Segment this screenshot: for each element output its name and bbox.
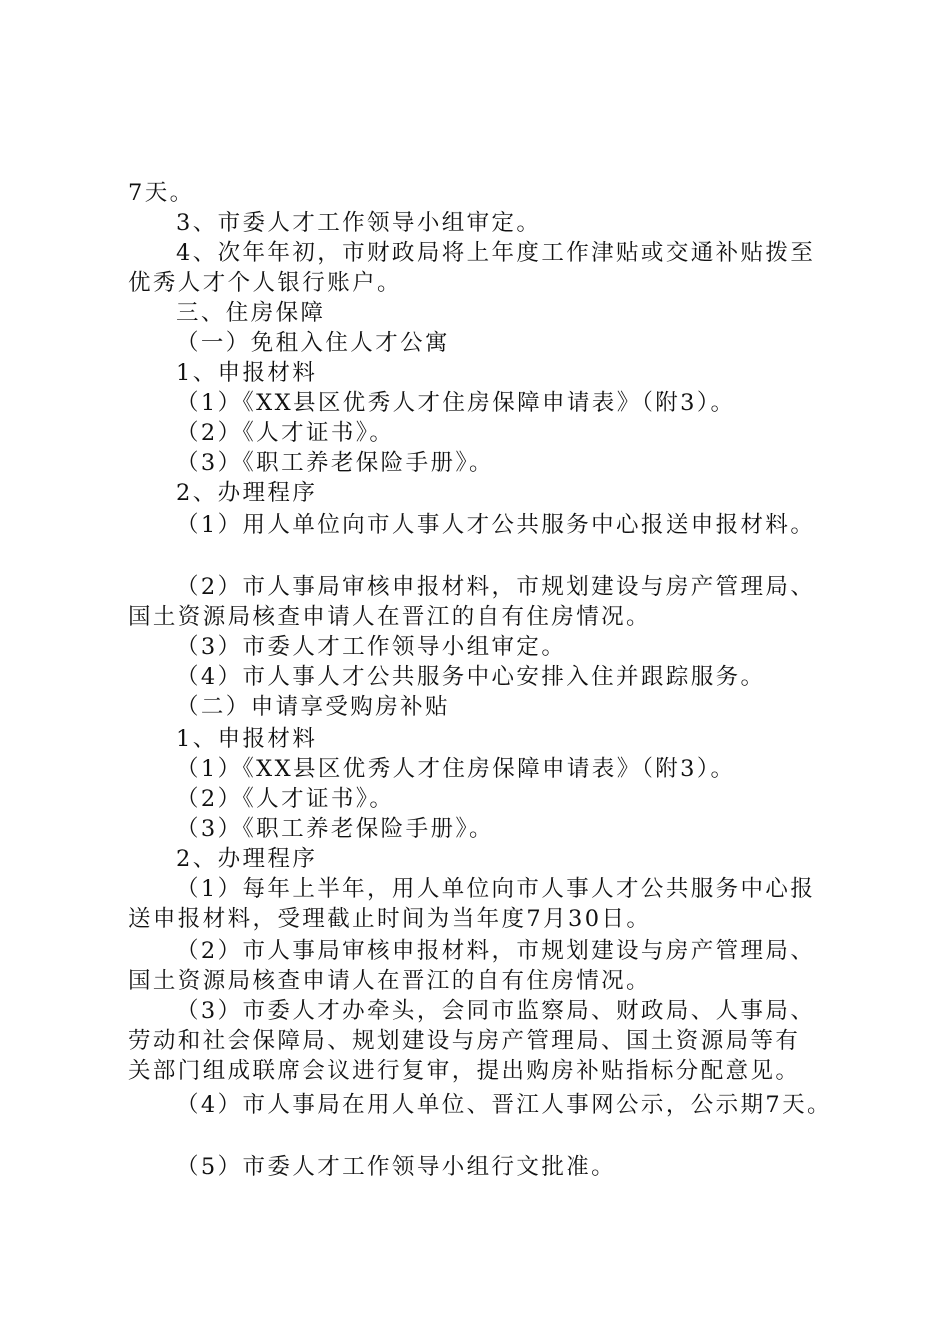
text-line: 1、申报材料 (176, 726, 318, 752)
text-line: 3、市委人才工作领导小组审定。 (176, 210, 542, 236)
text-line: （1）《XX县区优秀人才住房保障申请表》（附3）。 (176, 756, 736, 782)
text-line: 2、办理程序 (176, 480, 318, 506)
text-line: 送申报材料，受理截止时间为当年度7月30日。 (128, 906, 652, 932)
subsection-heading: （二）申请享受购房补贴 (176, 694, 450, 720)
text-line: （4）市人事局在用人单位、晋江人事网公示，公示期7天。 (176, 1092, 832, 1118)
text-line: 劳动和社会保障局、规划建设与房产管理局、国土资源局等有 (128, 1028, 801, 1054)
text-line: 1、申报材料 (176, 360, 318, 386)
text-line: 7天。 (128, 180, 195, 206)
text-line: 2、办理程序 (176, 846, 318, 872)
text-line: （3）市委人才工作领导小组审定。 (176, 634, 567, 660)
text-line: （2）《人才证书》。 (176, 786, 395, 812)
text-line: 关部门组成联席会议进行复审，提出购房补贴指标分配意见。 (128, 1058, 801, 1084)
text-line: （1）用人单位向市人事人才公共服务中心报送申报材料。 (176, 512, 816, 538)
text-line: （3）《职工养老保险手册》。 (176, 816, 494, 842)
text-line: （1）《XX县区优秀人才住房保障申请表》（附3）。 (176, 390, 736, 416)
section-heading: 三、住房保障 (176, 300, 326, 326)
text-line: （2）市人事局审核申报材料，市规划建设与房产管理局、 (176, 938, 816, 964)
text-line: 国土资源局核查申请人在晋江的自有住房情况。 (128, 604, 651, 630)
text-line: （5）市委人才工作领导小组行文批准。 (176, 1154, 617, 1180)
text-line: （4）市人事人才公共服务中心安排入住并跟踪服务。 (176, 664, 766, 690)
text-line: （3）《职工养老保险手册》。 (176, 450, 494, 476)
text-line: （3）市委人才办牵头，会同市监察局、财政局、人事局、 (176, 998, 816, 1024)
text-line: 4、次年年初，市财政局将上年度工作津贴或交通补贴拨至 (176, 240, 816, 266)
text-line: （1）每年上半年，用人单位向市人事人才公共服务中心报 (176, 876, 816, 902)
text-line: 国土资源局核查申请人在晋江的自有住房情况。 (128, 968, 651, 994)
text-line: 优秀人才个人银行账户。 (128, 270, 402, 296)
subsection-heading: （一）免租入住人才公寓 (176, 330, 450, 356)
text-line: （2）《人才证书》。 (176, 420, 395, 446)
text-line: （2）市人事局审核申报材料，市规划建设与房产管理局、 (176, 574, 816, 600)
